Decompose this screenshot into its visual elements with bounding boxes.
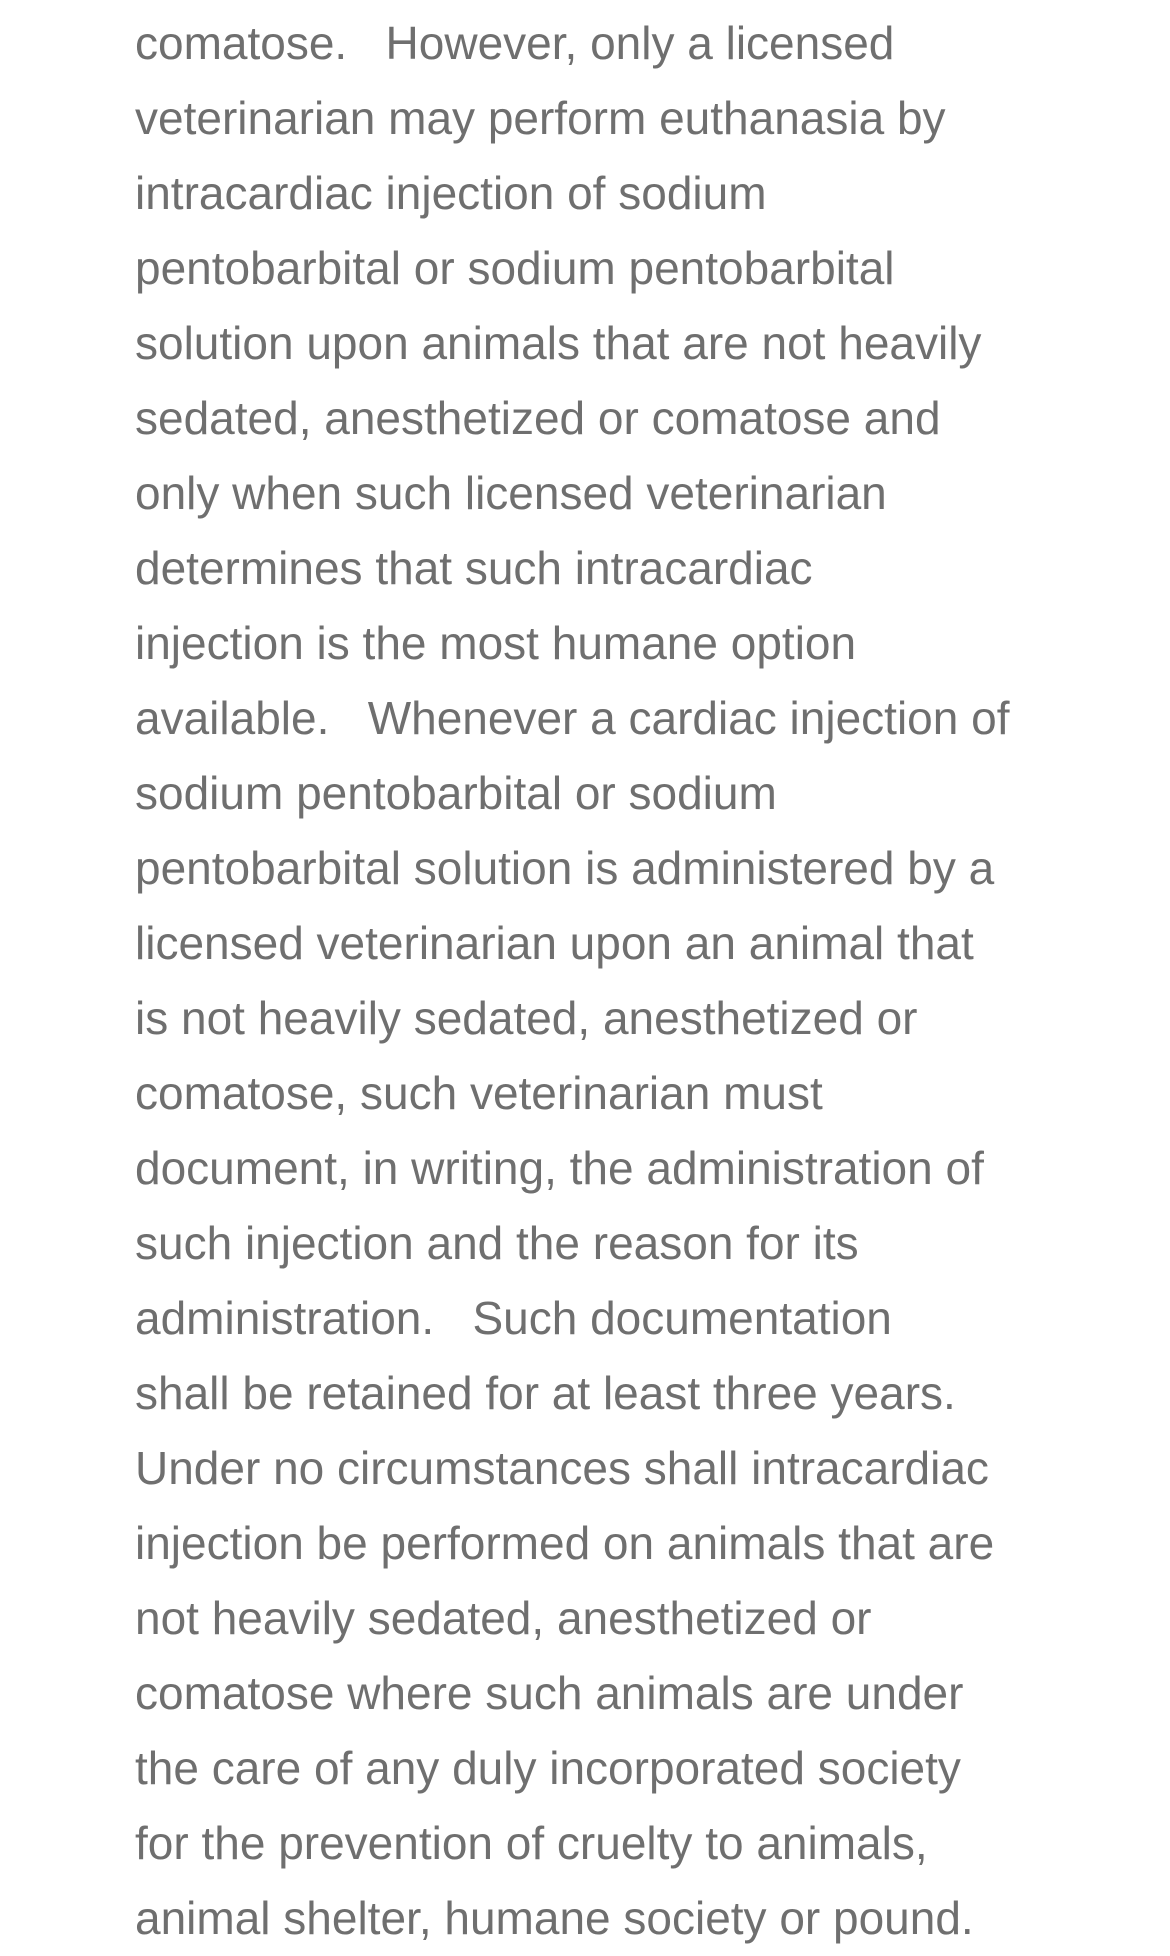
text-line-17: such injection and the reason for its [135,1217,859,1269]
document-paragraph [135,6,1145,1956]
text-line-14: is not heavily sedated, anesthetized or [135,992,918,1044]
text-line-16: document, in writing, the administration of [135,1142,984,1194]
text-line-15: comatose, such veterinarian must [135,1067,823,1119]
text-line-19: shall be retained for at least three years. [135,1367,956,1419]
text-line-1: comatose. However, only a licensed [135,17,895,69]
text-line-2: veterinarian may perform euthanasia by [135,92,946,144]
text-line-9: injection is the most humane option [135,617,857,669]
text-line-24: the care of any duly incorporated society [135,1742,961,1794]
text-line-21: injection be performed on animals that are [135,1517,995,1569]
text-line-3: intracardiac injection of sodium [135,167,767,219]
text-line-7: only when such licensed veterinarian [135,467,887,519]
text-line-23: comatose where such animals are under [135,1667,964,1719]
text-line-10: available. Whenever a cardiac injection of [135,692,1010,744]
text-line-25: for the prevention of cruelty to animals, [135,1817,928,1869]
text-line-4: pentobarbital or sodium pentobarbital [135,242,895,294]
text-line-6: sedated, anesthetized or comatose and [135,392,941,444]
text-line-26: animal shelter, humane society or pound. [135,1892,974,1944]
text-line-13: licensed veterinarian upon an animal that [135,917,974,969]
text-line-20: Under no circumstances shall intracardiac [135,1442,989,1494]
text-line-8: determines that such intracardiac [135,542,813,594]
text-line-12: pentobarbital solution is administered by a [135,842,995,894]
text-line-18: administration. Such documentation [135,1292,892,1344]
text-line-11: sodium pentobarbital or sodium [135,767,777,819]
text-line-22: not heavily sedated, anesthetized or [135,1592,872,1644]
text-line-5: solution upon animals that are not heavily [135,317,982,369]
